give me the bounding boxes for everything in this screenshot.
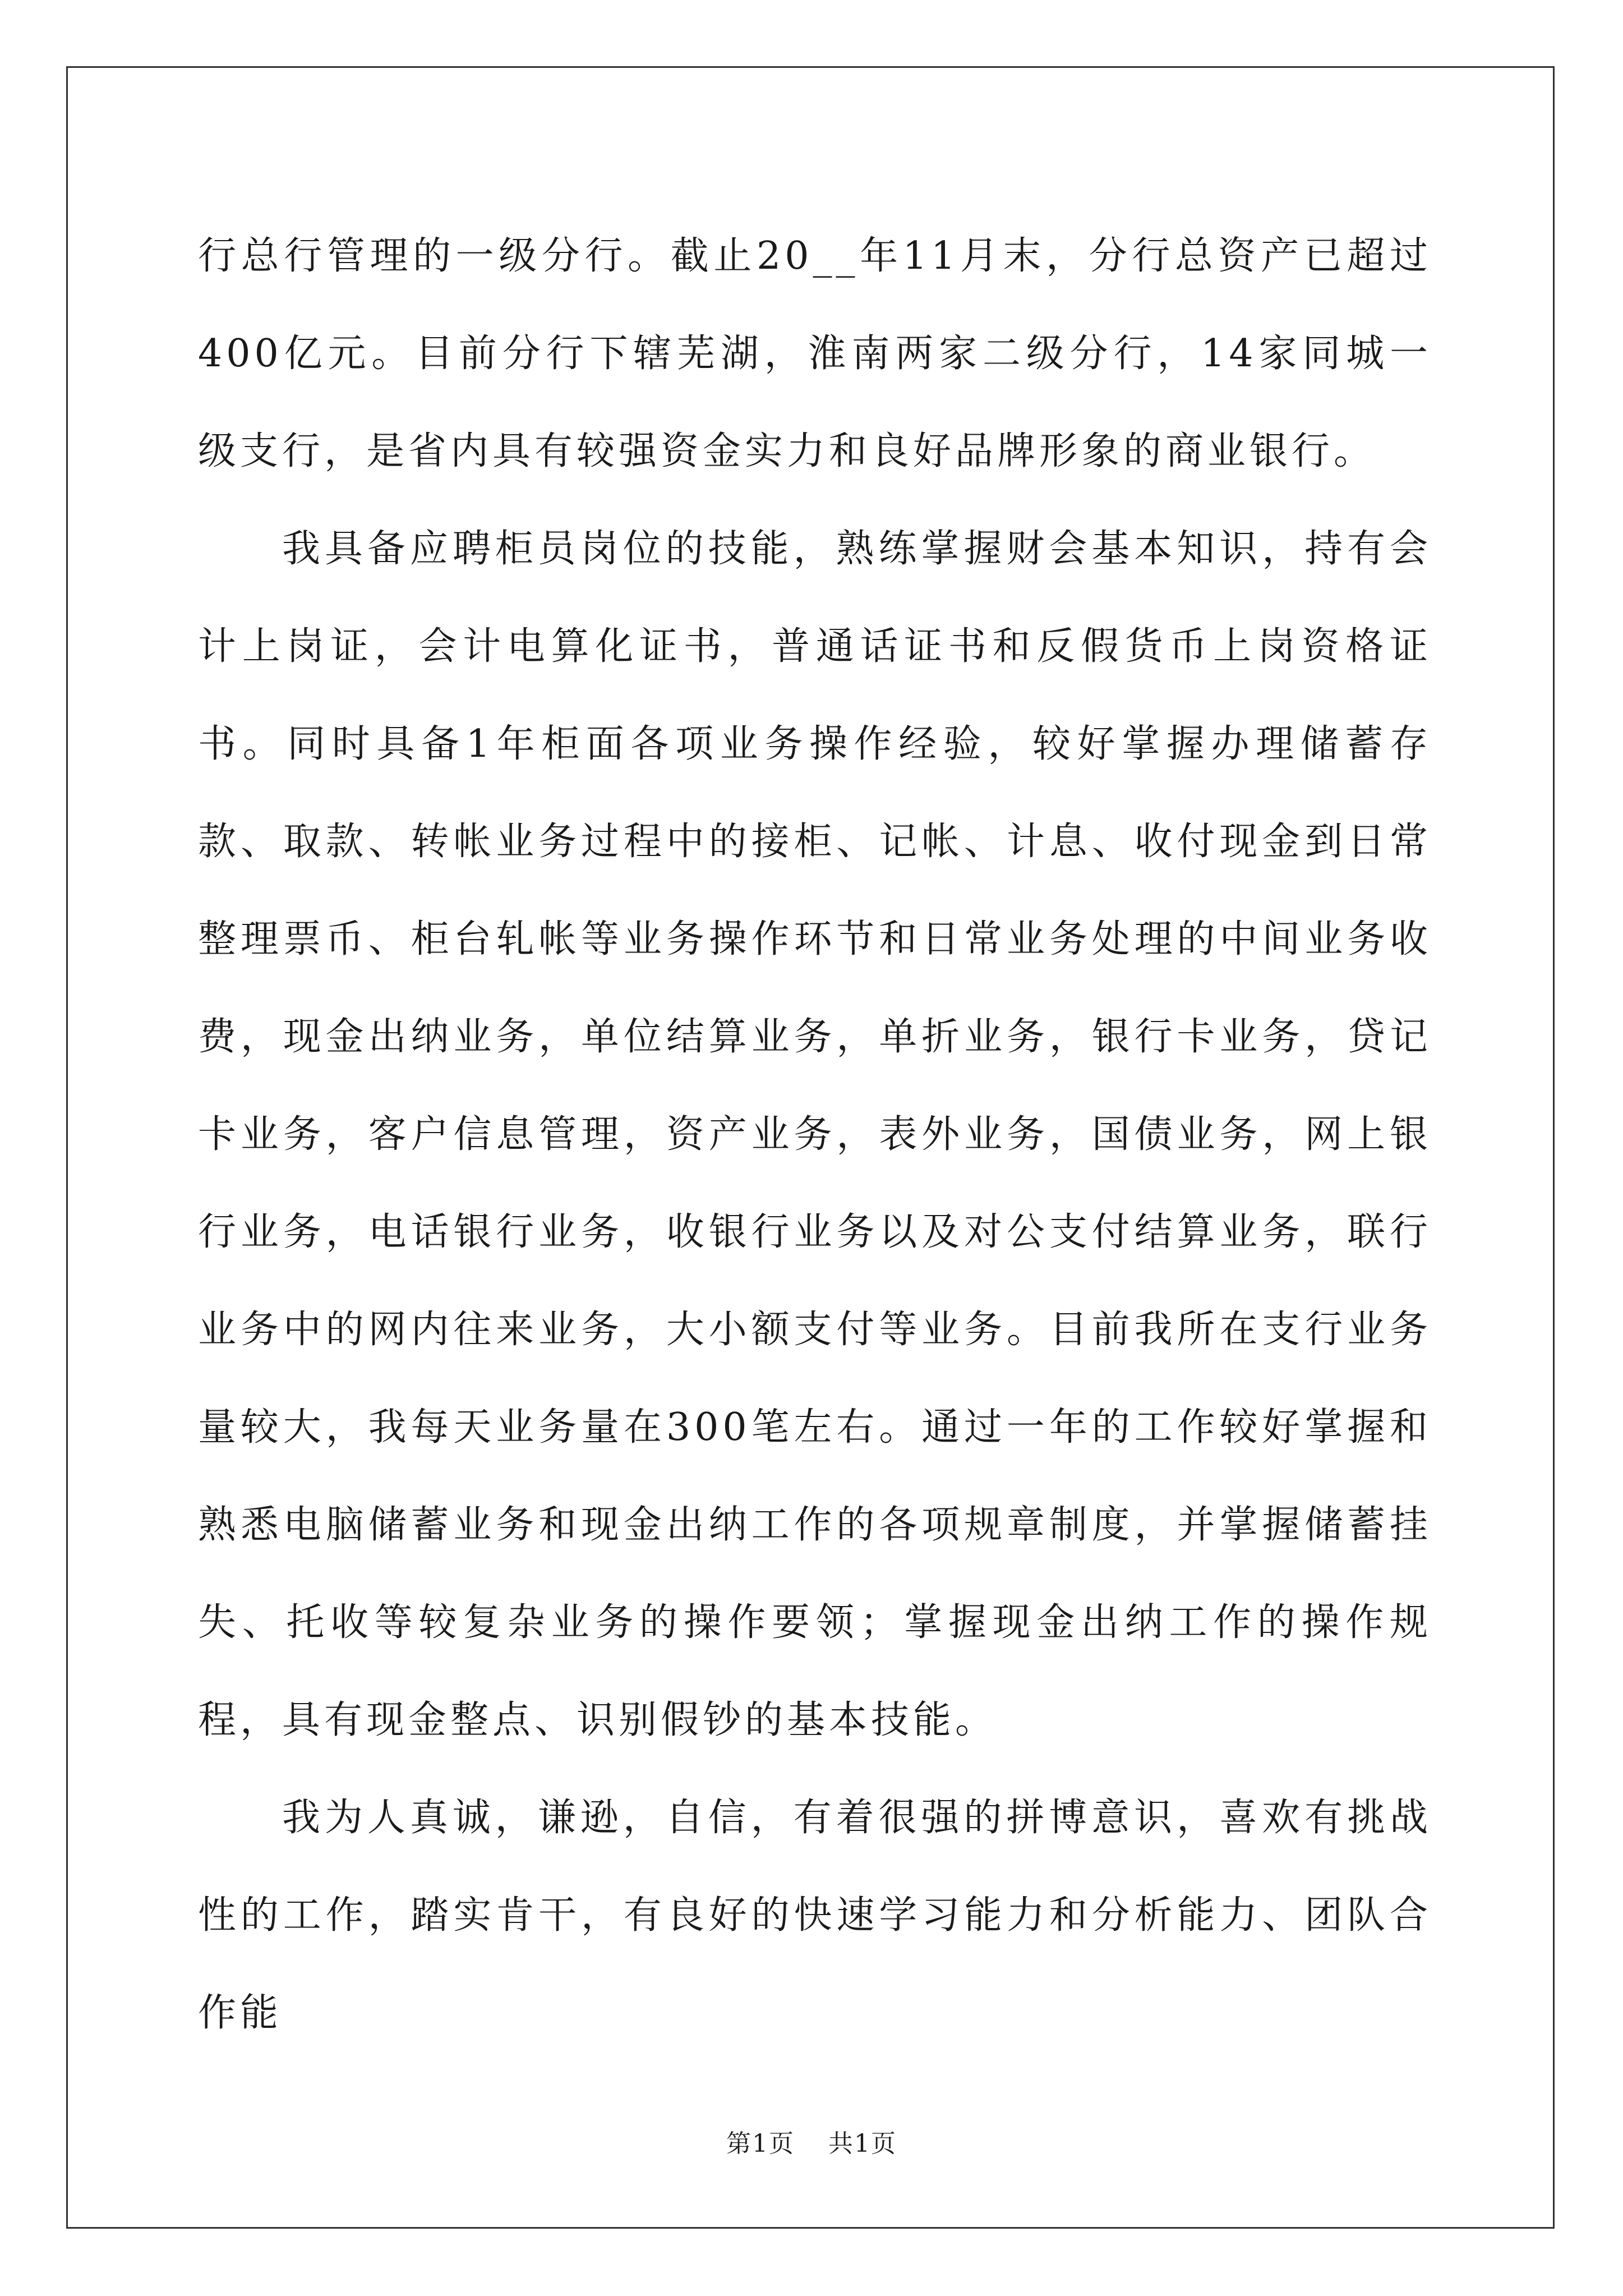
page-footer: [0, 2123, 1623, 2159]
page-total: 共1页: [828, 2129, 897, 2158]
page-number: 第1页: [726, 2129, 795, 2158]
paragraph-skills: 我具备应聘柜员岗位的技能，熟练掌握财会基本知识，持有会计上岗证，会计电算化证书，普通话证书和反假货币上岗资格证书。同时具备1年柜面各项业务操作经验，较好掌握办理储蓄存款、取款、转帐业务过程中的接柜、记帐、计息、收付现金到日常整理票币、柜台轧帐等业务操作环节和日常业务处理的中间业务收费，现金出纳业务，单位结算业务，单折业务，银行卡业务，贷记卡业务，客户信息管理，资产业务，表外业务，国债业务，网上银行业务，电话银行业务，收银行业务以及对公支付结算业务，联行业务中的网内往来业务，大小额支付等业务。目前我所在支行业务量较大，我每天业务量在300笔左右。通过一年的工作较好掌握和熟悉电脑储蓄业务和现金出纳工作的各项规章制度，并掌握储蓄挂失、托收等较复杂业务的操作要领；掌握现金出纳工作的操作规程，具有现金整点、识别假钞的基本技能。: [198, 527, 1432, 1742]
document-body: [198, 208, 1432, 2062]
paragraph-bank-intro: 行总行管理的一级分行。截止20__年11月末，分行总资产已超过400亿元。目前分行下辖芜湖，淮南两家二级分行，14家同城一级支行，是省内具有较强资金实力和良好品牌形象的商业银行。: [198, 234, 1432, 473]
paragraph-personality: 我为人真诚，谦逊，自信，有着很强的拼博意识，喜欢有挑战性的工作，踏实肯干，有良好的快速学习能力和分析能力、团队合作能: [198, 1796, 1432, 2035]
